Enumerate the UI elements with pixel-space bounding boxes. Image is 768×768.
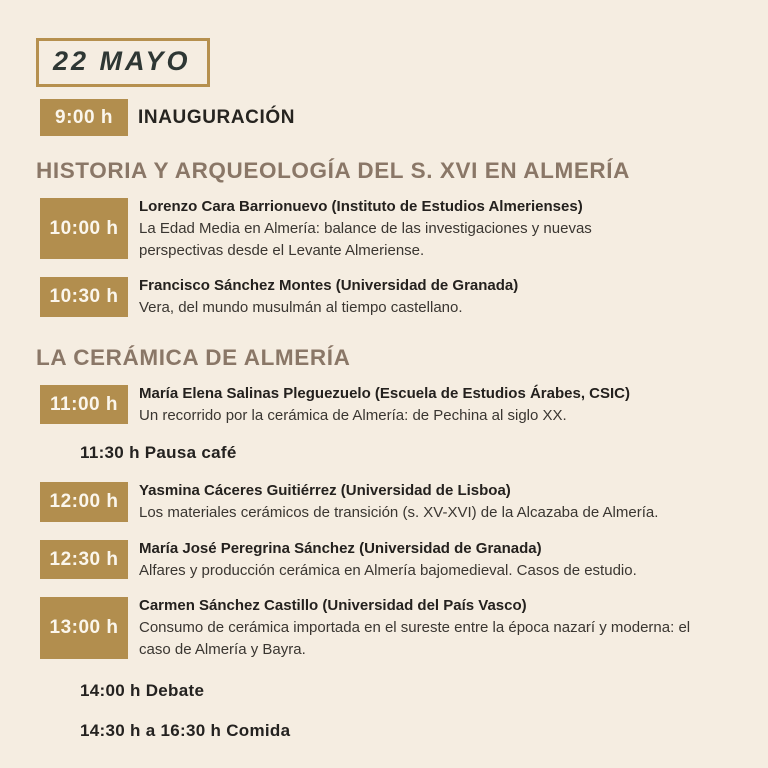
date-label: 22 MAYO — [53, 46, 191, 76]
session-body — [139, 480, 658, 524]
speaker-name: Lorenzo Cara Barrionuevo (Instituto de Estudios Almerienses) — [139, 198, 583, 215]
talk-title: Un recorrido por la cerámica de Almería: de Pechina al siglo XX. — [139, 406, 567, 424]
time-chip-1200: 12:00 h — [40, 482, 128, 522]
session-body — [139, 383, 630, 427]
speaker-name: María José Peregrina Sánchez (Universidad de Granada) — [139, 539, 542, 557]
session-body — [139, 196, 679, 261]
date-badge — [36, 38, 210, 87]
time-chip-1230: 12:30 h — [40, 540, 128, 580]
speaker-name: María Elena Salinas Pleguezuelo (Escuela de Estudios Árabes, CSIC) — [139, 384, 630, 402]
break-coffee: 11:30 h Pausa café — [80, 443, 237, 463]
break-debate: 14:00 h Debate — [80, 680, 205, 700]
session-body — [139, 275, 518, 319]
talk-title: Alfares y producción cerámica en Almería bajomedieval. Casos de estudio. — [139, 561, 637, 579]
session-row-1000 — [40, 196, 734, 261]
talk-title: Los materiales cerámicos de transición (s. XV-XVI) de la Alcazaba de Almería. — [139, 504, 659, 521]
time-chip-1300: 13:00 h — [40, 597, 128, 658]
session-row-1200 — [40, 480, 734, 524]
talk-title: La Edad Media en Almería: balance de las investigaciones y nuevas perspectivas desde el Levante Almeriense. — [139, 219, 592, 259]
time-chip-1030: 10:30 h — [40, 277, 128, 317]
opening-title: INAUGURACIÓN — [138, 106, 296, 128]
section-title-historia: HISTORIA Y ARQUEOLOGÍA DEL S. XVI EN ALMERÍA — [36, 158, 630, 183]
section-title-ceramica: LA CERÁMICA DE ALMERÍA — [36, 344, 351, 370]
opening-session-row — [40, 99, 734, 136]
session-row-1100 — [40, 383, 734, 427]
speaker-name: Yasmina Cáceres Guitiérrez (Universidad de Lisboa) — [139, 482, 511, 500]
session-row-1230 — [40, 538, 734, 582]
speaker-name: Francisco Sánchez Montes (Universidad de Granada) — [139, 277, 519, 295]
session-row-1030 — [40, 275, 734, 319]
break-lunch: 14:30 h a 16:30 h Comida — [80, 720, 291, 740]
time-chip-1100: 11:00 h — [40, 385, 128, 425]
speaker-name: Carmen Sánchez Castillo (Universidad del País Vasco) — [139, 597, 527, 615]
session-body — [139, 538, 637, 582]
talk-title: Vera, del mundo musulmán al tiempo castellano. — [139, 299, 463, 316]
time-chip-0900: 9:00 h — [40, 99, 128, 136]
talk-title: Consumo de cerámica importada en el sureste entre la época nazarí y moderna: el caso de Almería y Bayra. — [139, 619, 691, 658]
time-chip-1000: 10:00 h — [40, 198, 128, 259]
session-row-1300 — [40, 595, 734, 660]
session-body — [139, 595, 699, 660]
